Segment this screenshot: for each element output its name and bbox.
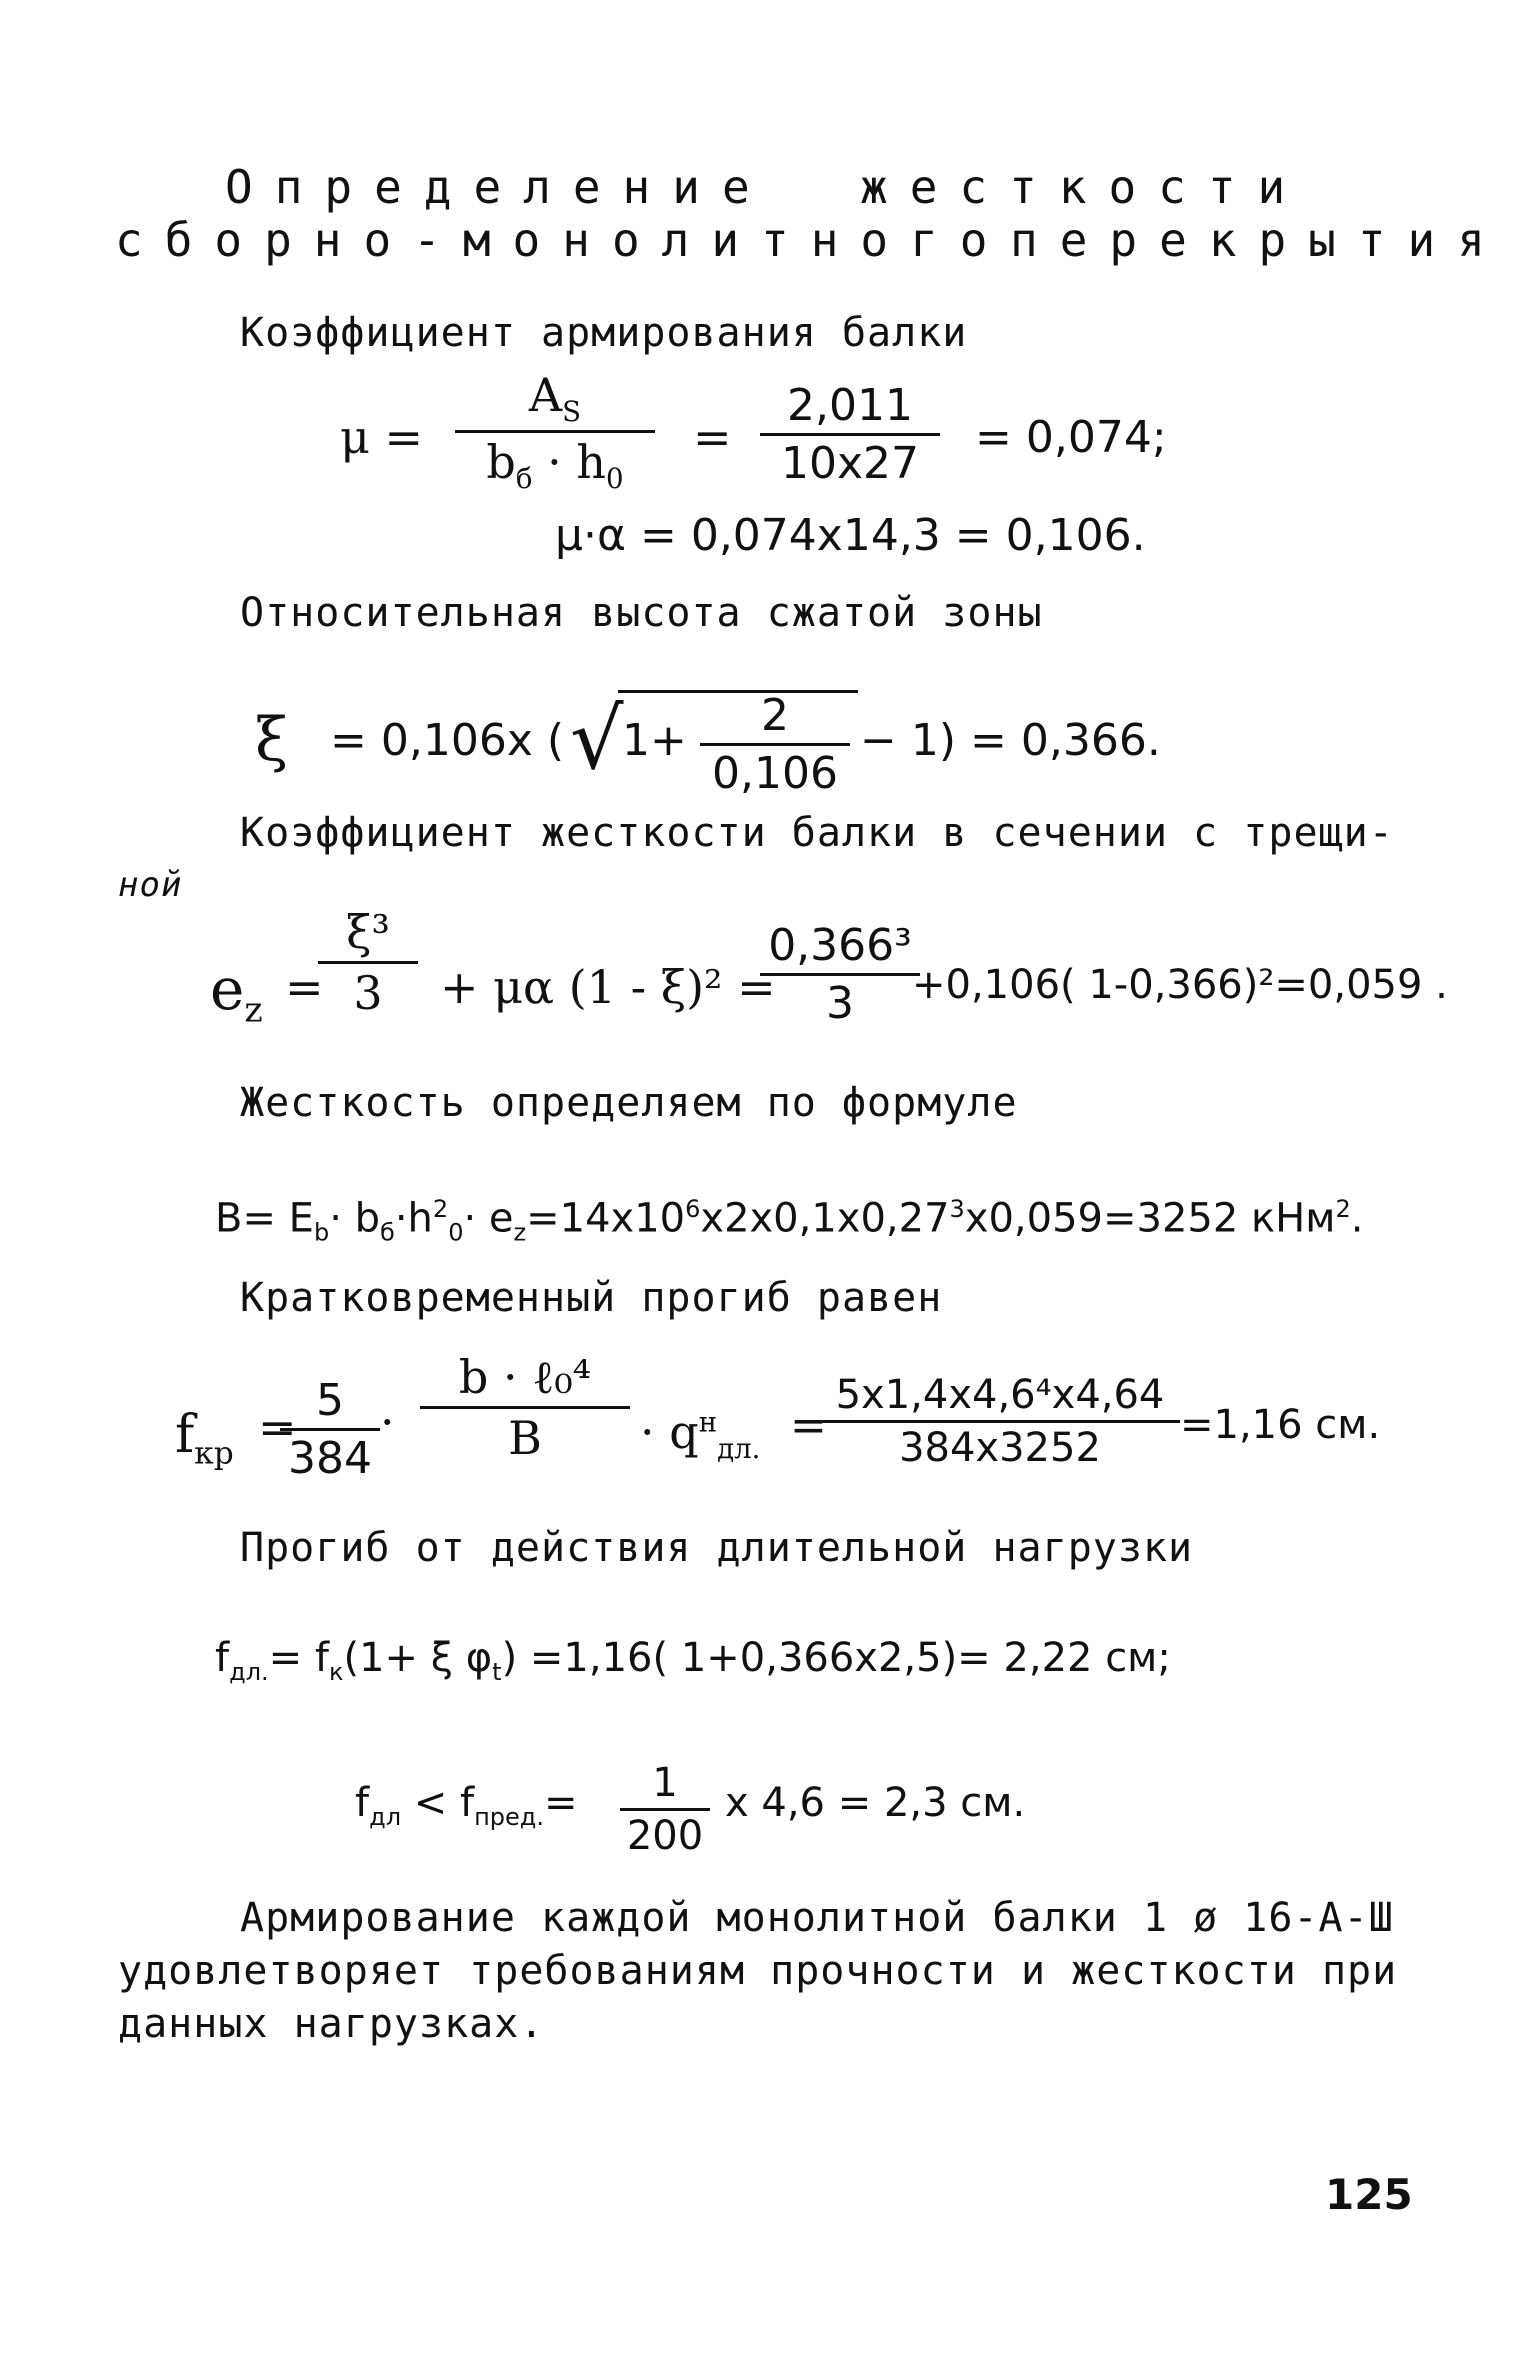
xi-fraction: 2 0,106 [700, 690, 850, 799]
title-part: сборно-монолитного [115, 213, 1010, 267]
long-heading: Прогиб от действия длительной нагрузки [240, 1525, 1194, 1571]
xi-eq: = 0,106x ( [330, 715, 565, 766]
stiffness-coef-heading: Коэффициент жесткости балки в сечении с трещи- [240, 810, 1394, 856]
stiffness-heading: Жесткость определяем по формуле [240, 1080, 1018, 1126]
title-part: Определение [225, 160, 772, 214]
fkr-fraction-2: b · ℓ₀⁴ B [420, 1350, 630, 1465]
limit-fraction: 1 200 [620, 1760, 710, 1859]
ez-fraction-2: 0,366³ 3 [760, 920, 920, 1029]
fkr-q: · $q^н_{дл.}$ [640, 1405, 761, 1466]
conclusion-line: Армирование каждой монолитной балки 1 ø 16-А-Ш [240, 1895, 1394, 1941]
b-formula: $B= E_b\cdot b_б\cdot h^2_0\cdot e_z=14x10^6x2x0,1x0,27^3x0,059=3252$ кНм$^2$. [215, 1195, 1364, 1247]
mu-lhs: μ = [340, 410, 424, 464]
root-sign: √ [570, 690, 624, 788]
mu-fraction-1: $A_S$ $b_б \cdot h_0$ [455, 368, 655, 495]
fkr-dot: · [380, 1395, 395, 1449]
stiffness-coef-cont: ной [118, 865, 183, 905]
fkr-eq: = [258, 1400, 297, 1454]
xi-root-a: 1+ [622, 715, 687, 766]
fkr-fraction-3: 5x1,4x4,6⁴x4,64 384x3252 [820, 1372, 1180, 1471]
xi-lhs: ξ [255, 705, 289, 775]
reinforcement-heading: Коэффициент армирования балки [240, 310, 968, 356]
fdl-formula: $f_{дл.}= f_к(1+ \xi$ $\varphi_t) =1,16$( 1+0,366x2,5)= 2,22 см; [215, 1635, 1171, 1686]
ez-eq: = [285, 960, 324, 1014]
page-number: 125 [1325, 2170, 1413, 2219]
fkr-lhs: $f_{кр}$ [175, 1405, 234, 1472]
xi-root-b: − 1) = 0,366. [860, 715, 1161, 766]
zone-heading: Относительная высота сжатой зоны [240, 590, 1043, 636]
ez-fraction-1: ξ³ 3 [318, 905, 418, 1020]
conclusion-line: удовлетворяет требованиям прочности и жесткости при [118, 1948, 1398, 1994]
fkr-fraction-1: 5 384 [280, 1375, 380, 1484]
title-part: перекрытия [1010, 213, 1507, 267]
mu-result: = 0,074; [975, 412, 1167, 463]
limit-tail: x 4,6 = 2,3 см. [725, 1780, 1026, 1826]
ez-lhs: $e_z$ [210, 955, 263, 1031]
ez-tail: +0,106( 1-0,366)²=0,059 . [912, 962, 1448, 1008]
mu-fraction-2: 2,011 10x27 [760, 380, 940, 489]
title-part: жесткости [860, 160, 1308, 214]
fkr-result: =1,16 см. [1180, 1402, 1381, 1448]
fkr-eq2: = [790, 1400, 827, 1451]
short-heading: Кратковременный прогиб равен [240, 1275, 943, 1321]
ez-mid: + μα (1 - ξ)² = [440, 960, 776, 1014]
mu-eq: = [693, 410, 732, 464]
conclusion-line: данных нагрузках. [118, 2001, 545, 2047]
mu-alpha-formula: μ·α = 0,074x14,3 = 0,106. [555, 510, 1146, 561]
limit-lhs: $f_{дл} < f_{пред.}=$ [355, 1780, 578, 1831]
